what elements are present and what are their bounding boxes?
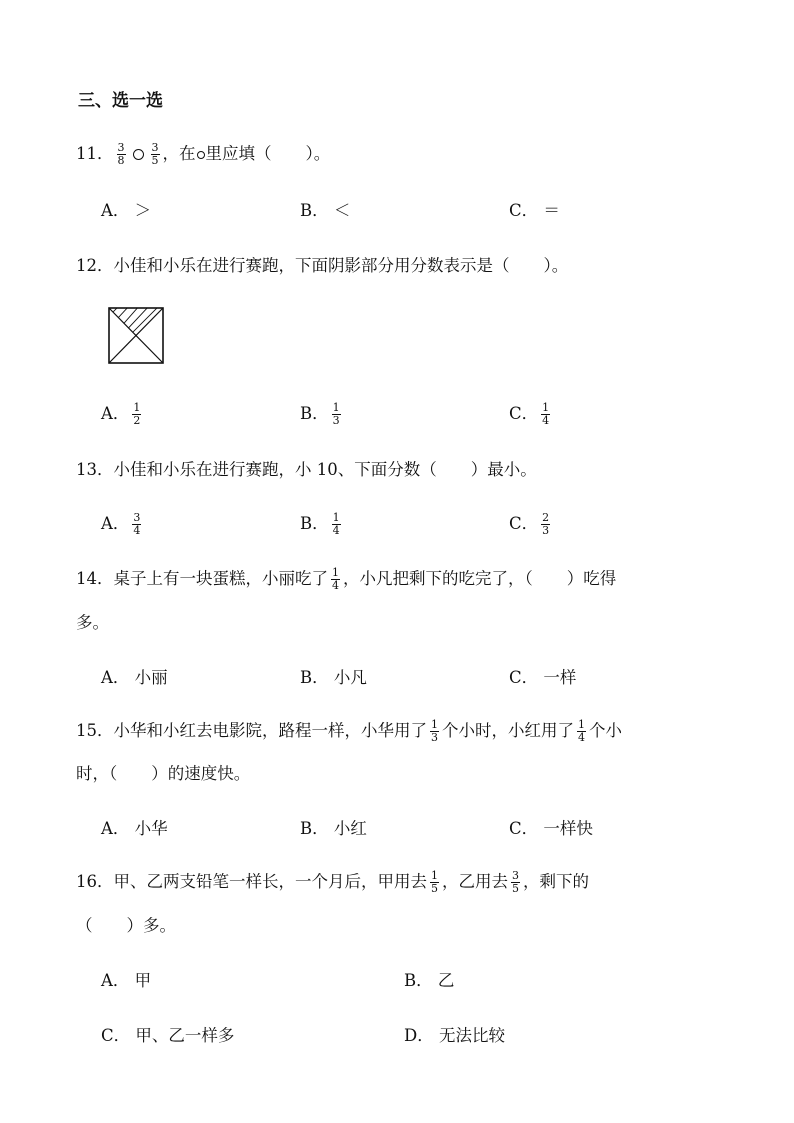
shaded-square-figure (108, 307, 164, 364)
question-number: 11． (76, 144, 114, 163)
q16-option-b[interactable]: B． 乙 (404, 971, 455, 990)
question-16: 16．甲、乙两支铅笔一样长，一个月后，甲用去 $\frac{1}{5}$ ，乙用去 $\frac{3}{5}$ ，剩下的 (76, 869, 589, 895)
q15-option-b[interactable]: B． 小红 (300, 819, 367, 838)
q13-option-b[interactable]: B． $\frac{1}{4}$ (300, 511, 340, 537)
question-number: 15． (76, 721, 114, 740)
q14-option-b[interactable]: B． 小凡 (300, 668, 367, 687)
question-15: 15．小华和小红去电影院，路程一样，小华用了 $\frac{1}{3}$ 个小时，小红用了 $\frac{1}{4}$ 个小 (76, 718, 622, 744)
q15-option-a[interactable]: A． 小华 (101, 819, 168, 838)
q12-option-b[interactable]: B． $\frac{1}{3}$ (300, 401, 340, 427)
question-11: 11． $\frac{3}{8}$ $\frac{3}{5}$ ，在 里应填（ ）。 (76, 141, 331, 167)
q14-option-a[interactable]: A． 小丽 (101, 668, 168, 687)
q14-option-c[interactable]: C． 一样 (509, 668, 577, 687)
question-14: 14．桌子上有一块蛋糕，小丽吃了 $\frac{1}{4}$ ，小凡把剩下的吃完了，（ ）吃得 (76, 566, 617, 592)
circle-icon (197, 151, 205, 159)
question-14-continued: 多。 (76, 613, 109, 632)
q11-option-b[interactable]: B． ＜ (300, 201, 351, 220)
fraction: $\frac{3}{8}$ (117, 141, 125, 167)
question-15-continued: 时，（ ）的速度快。 (76, 764, 251, 783)
q13-option-c[interactable]: C． $\frac{2}{3}$ (509, 511, 550, 537)
q13-option-a[interactable]: A． $\frac{3}{4}$ (101, 511, 141, 537)
q16-option-c[interactable]: C． 甲、乙一样多 (101, 1026, 235, 1045)
question-16-continued: （ ）多。 (76, 916, 176, 935)
q12-option-c[interactable]: C． $\frac{1}{4}$ (509, 401, 550, 427)
question-number: 14． (76, 569, 114, 588)
compare-circle-icon (133, 149, 144, 160)
q12-option-a[interactable]: A． $\frac{1}{2}$ (101, 401, 141, 427)
q16-option-a[interactable]: A． 甲 (101, 971, 152, 990)
section-title: 三、选一选 (78, 91, 163, 111)
q15-option-c[interactable]: C． 一样快 (509, 819, 593, 838)
question-number: 12． (76, 256, 114, 275)
question-number: 16． (76, 872, 114, 891)
fraction: $\frac{3}{5}$ (151, 141, 159, 167)
question-12: 12．小佳和小乐在进行赛跑，下面阴影部分用分数表示是（ ）。 (76, 256, 569, 275)
q16-option-d[interactable]: D． 无法比较 (404, 1026, 505, 1045)
q11-option-a[interactable]: A． ＞ (101, 201, 152, 220)
q11-option-c[interactable]: C． ＝ (509, 201, 560, 220)
question-number: 13． (76, 460, 114, 479)
question-13: 13．小佳和小乐在进行赛跑，小 10、下面分数（ ）最小。 (76, 460, 537, 479)
